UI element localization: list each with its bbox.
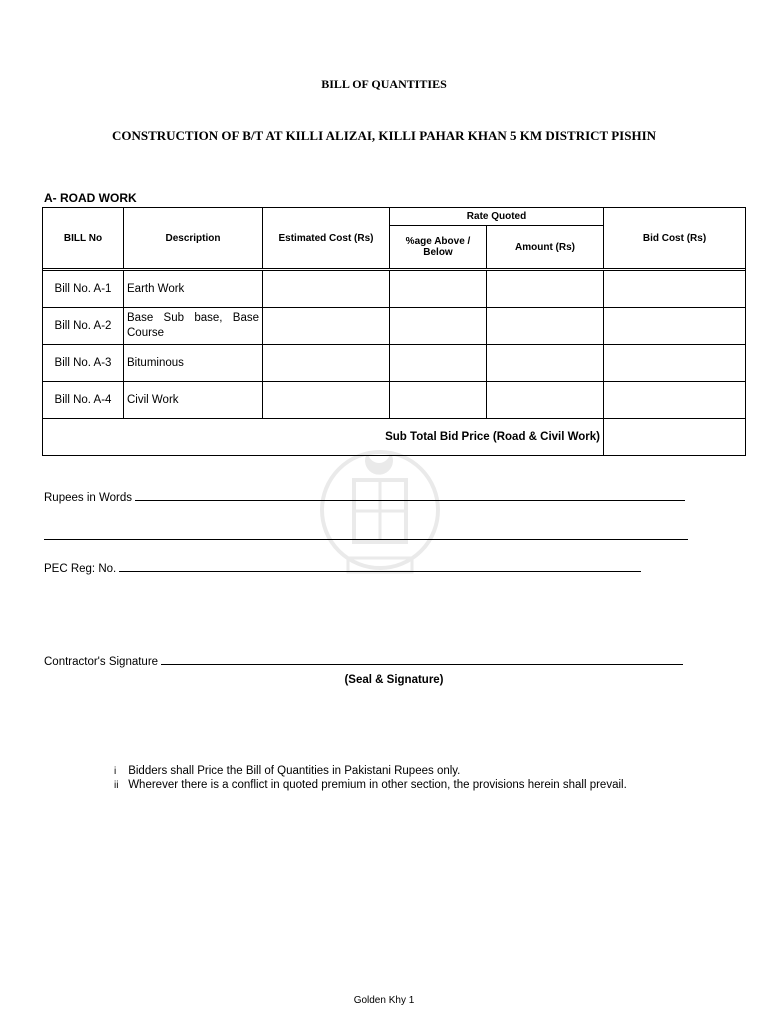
document-title: BILL OF QUANTITIES [321, 77, 447, 91]
note-text: Wherever there is a conflict in quoted premium in other section, the provisions herein shall prevail. [128, 779, 627, 791]
rupees-in-words-line [44, 490, 685, 504]
rupees-continuation-line [44, 529, 688, 543]
bill-number-cell: Bill No. A-2 [43, 308, 124, 345]
pec-reg-label: PEC Reg: No. [44, 563, 117, 575]
document-subtitle: CONSTRUCTION OF B/T AT KILLI ALIZAI, KILLI PAHAR KHAN 5 KM DISTRICT PISHIN [111, 128, 657, 143]
percentage-cell[interactable] [390, 271, 487, 308]
percentage-cell[interactable] [390, 382, 487, 419]
emblem-watermark [318, 440, 442, 600]
estimated-cost-cell[interactable] [263, 308, 390, 345]
bid-cost-cell[interactable] [604, 308, 746, 345]
bid-cost-cell[interactable] [604, 382, 746, 419]
note-item [114, 765, 460, 777]
note-item [114, 779, 627, 791]
pec-reg-line [44, 561, 641, 575]
bid-cost-cell[interactable] [604, 271, 746, 308]
subtotal-label: Sub Total Bid Price (Road & Civil Work) [43, 419, 604, 456]
rupees-continuation-field[interactable] [44, 529, 688, 540]
rupees-in-words-field[interactable] [135, 490, 685, 501]
description-cell: Base Sub base, Base Course [124, 308, 263, 345]
bill-of-quantities-table [42, 207, 746, 456]
page-footer: Golden Khy 1 [353, 995, 415, 1006]
note-marker: i [114, 766, 117, 777]
amount-cell[interactable] [487, 345, 604, 382]
contractor-signature-line [44, 654, 683, 668]
estimated-cost-cell[interactable] [263, 382, 390, 419]
note-text: Bidders shall Price the Bill of Quantities in Pakistani Rupees only. [128, 765, 461, 777]
rupees-in-words-label: Rupees in Words [44, 492, 132, 504]
header-description: Description [124, 208, 263, 269]
percentage-cell[interactable] [390, 308, 487, 345]
table-row [43, 271, 746, 308]
description-cell: Bituminous [124, 345, 263, 382]
table-row [43, 345, 746, 382]
bid-cost-cell[interactable] [604, 345, 746, 382]
estimated-cost-cell[interactable] [263, 271, 390, 308]
subtotal-bid-cost-cell[interactable] [604, 419, 746, 456]
header-rate-quoted: Rate Quoted [390, 208, 604, 226]
amount-cell[interactable] [487, 308, 604, 345]
bill-number-cell: Bill No. A-4 [43, 382, 124, 419]
amount-cell[interactable] [487, 271, 604, 308]
header-percentage: %age Above / Below [390, 226, 487, 269]
header-bid-cost: Bid Cost (Rs) [604, 208, 746, 269]
bill-number-cell: Bill No. A-3 [43, 345, 124, 382]
header-estimated-cost: Estimated Cost (Rs) [263, 208, 390, 269]
pec-reg-field[interactable] [119, 561, 641, 572]
contractor-signature-field[interactable] [161, 654, 683, 665]
contractor-signature-label: Contractor's Signature [44, 656, 159, 668]
note-marker: ii [114, 780, 119, 791]
description-cell: Civil Work [124, 382, 263, 419]
subtotal-row [43, 419, 746, 456]
estimated-cost-cell[interactable] [263, 345, 390, 382]
table-row [43, 382, 746, 419]
header-amount: Amount (Rs) [487, 226, 604, 269]
section-heading: A- ROAD WORK [44, 191, 137, 205]
table-row [43, 308, 746, 345]
header-bill-no: BILL No [43, 208, 124, 269]
amount-cell[interactable] [487, 382, 604, 419]
bill-number-cell: Bill No. A-1 [43, 271, 124, 308]
percentage-cell[interactable] [390, 345, 487, 382]
seal-signature-label: (Seal & Signature) [344, 674, 444, 686]
description-cell: Earth Work [124, 271, 263, 308]
